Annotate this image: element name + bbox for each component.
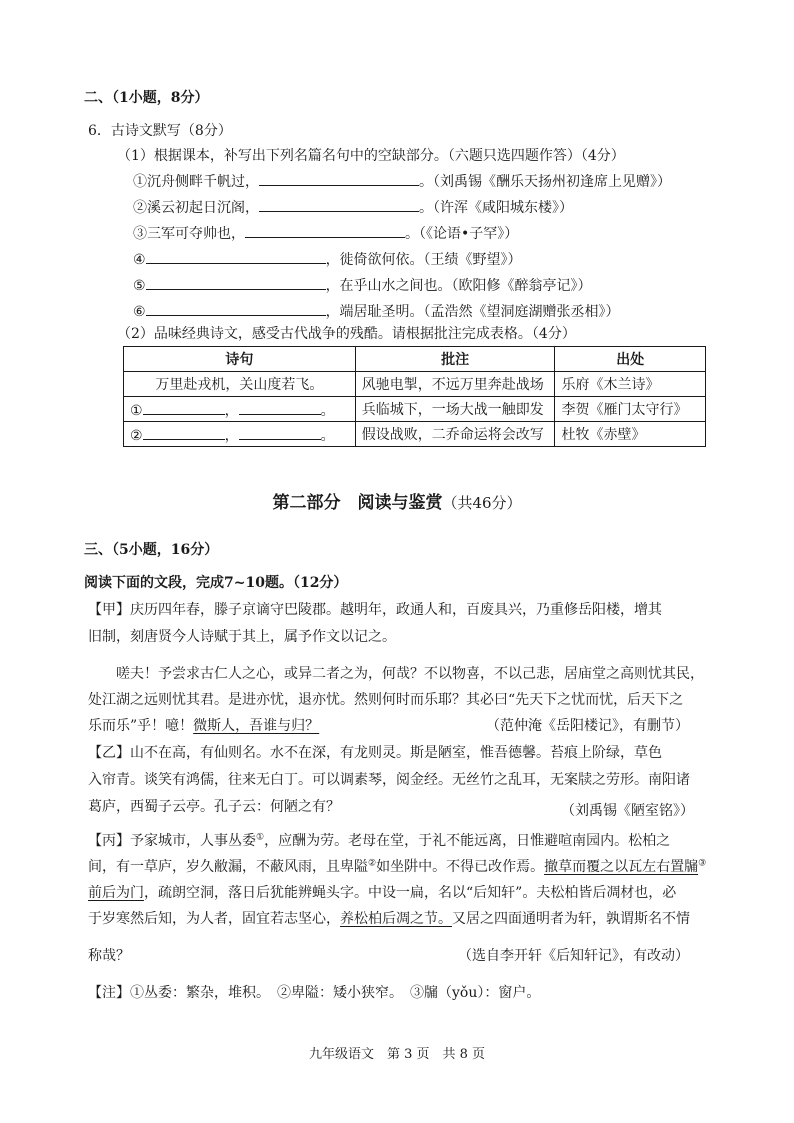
passage-bing-line: 前后为门，疏朗空洞，落日后犹能辨蝇头字。中设一扁，名以“后知轩”。夫松柏皆后凋材也，必: [88, 885, 677, 901]
section-heading: 三、（5小题，16分）: [84, 542, 219, 558]
passage-yi-line: 【乙】山不在高，有仙则名。水不在深，有龙则灵。斯是陋室，惟吾德馨。苔痕上阶绿，草色: [88, 745, 662, 761]
verse-cell: ② ， 。: [124, 422, 356, 447]
answer-blank[interactable]: [146, 274, 326, 290]
passage-source: （刘禹锡《陋室铭》）: [561, 803, 694, 819]
passage-source: （范仲淹《岳阳楼记》，有删节）: [486, 718, 689, 734]
source-cell: 乐府《木兰诗》: [555, 372, 706, 397]
part2-instruction: （2）品味经典诗文，感受古代战争的残酷。请根据批注完成表格。（4分）: [117, 326, 576, 342]
answer-blank[interactable]: [239, 399, 321, 415]
passage-bing-line: 间，有一草庐，岁久敝漏，不蔽风雨，且卑隘②如坐阱中。不得已改作焉。撤草而覆之以瓦左右置牖③: [88, 858, 707, 875]
table-row: [124, 372, 706, 397]
table-header: 诗句: [124, 347, 356, 372]
passage-yi-line: 葛庐，西蜀子云亭。孔子云：何陋之有？: [88, 799, 340, 815]
page-footer: 九年级语文 第 3 页 共 8 页: [308, 1047, 486, 1062]
passage-yi-line: 入帘青。谈笑有鸿儒，往来无白丁。可以调素琴，阅金经。无丝竹之乱耳，无案牍之劳形。南阳诸: [88, 772, 690, 788]
passage-bing-line: 称哉？: [88, 948, 130, 964]
passage-jia-line: 嗟夫！予尝求古仁人之心，或异二者之为，何哉？不以物喜，不以己悲，居庙堂之高则忧其民，: [116, 666, 704, 682]
source-cell: 杜牧《赤壁》: [555, 422, 706, 447]
fill-item: ⑥ ，端居耻圣明。（孟浩然《望洞庭湖赠张丞相》）: [133, 300, 620, 322]
question-title: 6．古诗文默写（8分）: [88, 123, 232, 139]
table-header: 批注: [355, 347, 555, 372]
fill-item: ⑤ ，在乎山水之间也。（欧阳修《醉翁亭记》）: [133, 274, 592, 296]
passage-jia-line: 乐而乐”乎！噫！微斯人，吾谁与归？: [88, 718, 320, 734]
answer-blank[interactable]: [146, 300, 326, 316]
verse-cell: 万里赴戎机，关山度若飞。: [124, 372, 356, 397]
section-heading: 二、（1小题，8分）: [84, 90, 209, 106]
verse-cell: ① ， 。: [124, 397, 356, 422]
fill-item: ①沉舟侧畔千帆过， 。（刘禹锡《酬乐天扬州初逢席上见赠》）: [133, 170, 671, 192]
answer-blank[interactable]: [146, 248, 326, 264]
passage-jia-line: 处江湖之远则忧其君。是进亦忧，退亦忧。然则何时而乐耶？其必曰“先天下之忧而忧，后天下之: [88, 692, 684, 708]
answer-blank[interactable]: [143, 424, 225, 440]
passage-jia-line: 【甲】庆历四年春，滕子京谪守巴陵郡。越明年，政通人和，百废具兴，乃重修岳阳楼，增其: [88, 602, 662, 618]
note-cell: 风驰电掣，不远万里奔赴战场: [355, 372, 555, 397]
passage-bing-line: 【丙】予家城市，人事丛委①，应酬为劳。老母在堂，于礼不能远离，日惟避喧南园内。松柏之: [88, 832, 671, 849]
note-cell: 假设战败，二乔命运将会改写: [355, 422, 555, 447]
part-title: 第二部分 阅读与鉴赏（共46分）: [272, 493, 522, 513]
passage-jia-line: 旧制，刻唐贤今人诗赋于其上，属予作文以记之。: [88, 629, 396, 645]
answer-blank[interactable]: [259, 196, 419, 212]
passage-source: （选自李开轩《后知轩记》，有改动）: [458, 948, 689, 964]
fill-item: ③三军可夺帅也， 。（《论语•子罕》）: [133, 222, 518, 244]
source-cell: 李贺《雁门太守行》: [555, 397, 706, 422]
reading-intro: 阅读下面的文段，完成7~10题。（12分）: [84, 575, 348, 591]
answer-blank[interactable]: [239, 424, 321, 440]
fill-item: ②溪云初起日沉阁， 。（许浑《咸阳城东楼》）: [133, 196, 573, 218]
passage-bing-line: 于岁寒然后知，为人者，固宜若志坚心，养松柏后凋之节。又居之四面通明者为轩，孰谓斯名不情: [88, 911, 690, 927]
annotation-notes: 【注】①丛委：繁杂，堆积。 ②卑隘：矮小狭窄。 ③牖（yǒu）：窗户。: [88, 985, 541, 1001]
annotation-table: [123, 346, 706, 447]
table-row: [124, 397, 706, 422]
note-cell: 兵临城下，一场大战一触即发: [355, 397, 555, 422]
table-row: [124, 422, 706, 447]
answer-blank[interactable]: [259, 170, 419, 186]
answer-blank[interactable]: [245, 222, 405, 238]
table-header: 出处: [555, 347, 706, 372]
part1-instruction: （1）根据课本，补写出下列名篇名句中的空缺部分。（六题只选四题作答）（4分）: [117, 148, 625, 164]
answer-blank[interactable]: [143, 399, 225, 415]
fill-item: ④ ，徙倚欲何依。（王绩《野望》）: [133, 248, 522, 270]
